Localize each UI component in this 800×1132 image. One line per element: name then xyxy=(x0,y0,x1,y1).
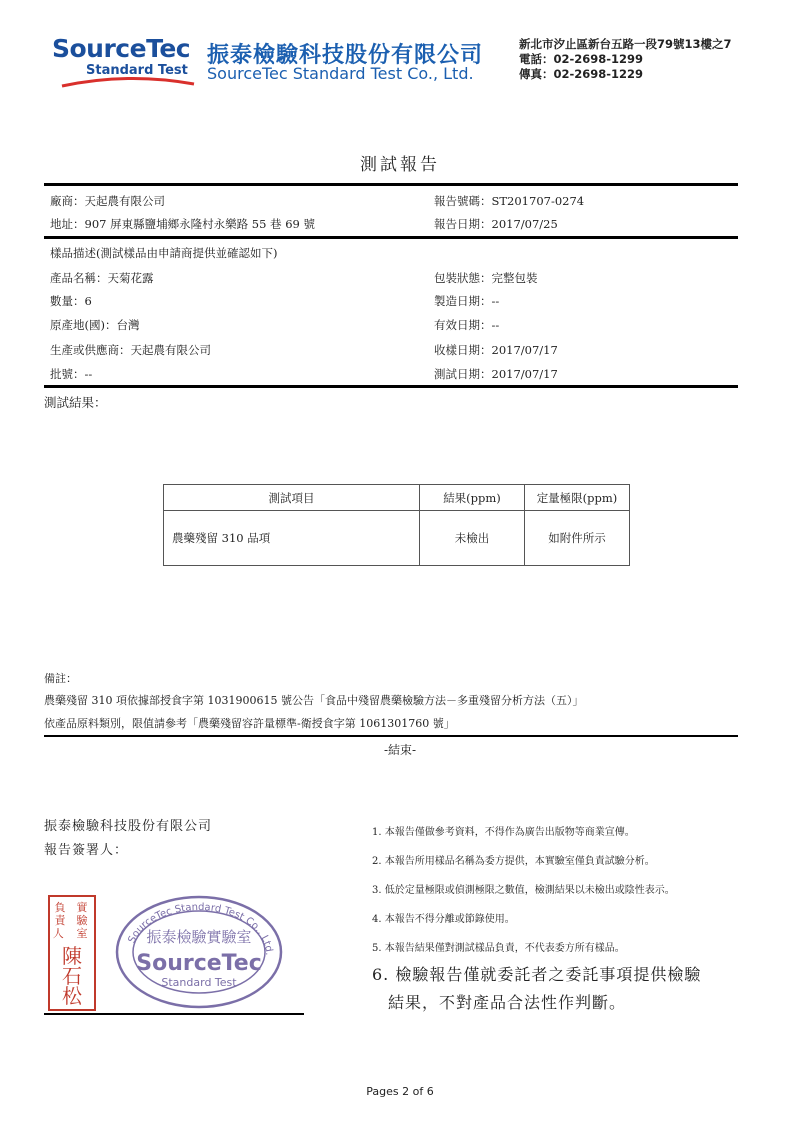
condition-6-line-1: 6. 檢驗報告僅就委託者之委託事項提供檢驗 xyxy=(372,965,702,984)
cell-limit: 如附件所示 xyxy=(525,511,630,566)
svg-text:振泰檢驗實驗室: 振泰檢驗實驗室 xyxy=(146,928,252,946)
logo-sub-text: Standard Test xyxy=(86,63,188,78)
received-date: 收樣日期：2017/07/17 xyxy=(434,343,558,357)
table-header-row xyxy=(164,485,630,511)
manufacture-date: 製造日期：-- xyxy=(434,294,500,308)
divider-thick xyxy=(44,236,738,239)
company-logo xyxy=(52,34,200,90)
col-limit: 定量極限(ppm) xyxy=(525,485,630,511)
condition-1: 1. 本報告僅做參考資料，不得作為廣告出版物等商業宣傳。 xyxy=(372,827,635,838)
company-phone: 電話：02-2698-1299 xyxy=(519,52,644,66)
page-number: Pages 2 of 6 xyxy=(366,1085,434,1098)
company-name-en: SourceTec Standard Test Co., Ltd. xyxy=(207,64,474,83)
signer-label: 報告簽署人： xyxy=(44,843,129,858)
expiry-date: 有效日期：-- xyxy=(434,318,500,332)
seal-graphic xyxy=(50,897,94,1009)
logo-swoosh-icon xyxy=(60,74,196,90)
report-date: 報告日期：2017/07/25 xyxy=(434,217,558,231)
company-address: 新北市汐止區新台五路一段79號13樓之7 xyxy=(519,37,732,51)
company-contact xyxy=(519,37,732,82)
svg-text:負責人 實驗室: 負責人 實驗室 xyxy=(52,901,88,940)
remarks-line-2: 依產品原料類別，限值請參考「農藥殘留容許量標準-衛授食字第 1061301760 號」 xyxy=(44,717,455,730)
manufacturer-address: 地址：907 屏東縣鹽埔鄉永隆村永樂路 55 巷 69 號 xyxy=(50,217,315,231)
svg-text:SourceTec: SourceTec xyxy=(136,951,262,976)
col-test-item: 測試項目 xyxy=(164,485,420,511)
divider-thin xyxy=(44,735,738,737)
condition-6-line-2: 結果，不對產品合法性作判斷。 xyxy=(388,993,627,1012)
company-fax: 傳真：02-2698-1229 xyxy=(519,67,644,81)
cell-result: 未檢出 xyxy=(420,511,525,566)
report-title: 測試報告 xyxy=(360,155,440,175)
condition-4: 4. 本報告不得分離或節錄使用。 xyxy=(372,914,515,925)
remarks-heading: 備註： xyxy=(44,672,77,685)
condition-3: 3. 低於定量極限或偵測極限之數值，檢測結果以未檢出或陰性表示。 xyxy=(372,885,675,896)
cell-test-item: 農藥殘留 310 品項 xyxy=(164,511,420,566)
end-mark: -結束- xyxy=(383,743,417,757)
remarks-line-1: 農藥殘留 310 項依據部授食字第 1031900615 號公告「食品中殘留農藥檢驗方法－多重殘留分析方法（五）」 xyxy=(44,694,584,707)
test-date: 測試日期：2017/07/17 xyxy=(434,367,558,381)
condition-5: 5. 本報告結果僅對測試樣品負責，不代表委方所有樣品。 xyxy=(372,943,625,954)
manufacturer: 廠商：天起農有限公司 xyxy=(50,194,165,208)
quantity: 數量：6 xyxy=(50,294,92,308)
divider-thick xyxy=(44,183,738,186)
results-heading: 測試結果： xyxy=(44,395,107,410)
batch-number: 批號：-- xyxy=(50,367,93,381)
sample-heading: 樣品描述(測試樣品由申請商提供並確認如下) xyxy=(50,246,278,260)
signer-company: 振泰檢驗科技股份有限公司 xyxy=(44,819,213,834)
signature-line xyxy=(44,1013,304,1015)
svg-text:Standard Test: Standard Test xyxy=(161,976,237,989)
signatory-seal xyxy=(48,895,96,1011)
divider-thick xyxy=(44,385,738,388)
supplier: 生產或供應商：天起農有限公司 xyxy=(50,343,211,357)
report-number: 報告號碼：ST201707-0274 xyxy=(434,194,585,208)
results-table xyxy=(163,484,630,566)
laboratory-stamp xyxy=(114,894,284,1010)
svg-text:SourceTec Standard Test Co., L: SourceTec Standard Test Co., Ltd. xyxy=(126,901,275,956)
package-status: 包裝狀態：完整包裝 xyxy=(434,271,538,285)
table-row xyxy=(164,511,630,566)
logo-main-text: SourceTec xyxy=(52,34,191,63)
origin: 原產地(國)：台灣 xyxy=(50,318,140,332)
col-result: 結果(ppm) xyxy=(420,485,525,511)
product-name: 產品名稱：天菊花露 xyxy=(50,271,154,285)
company-name-zh: 振泰檢驗科技股份有限公司 xyxy=(207,43,484,68)
svg-text:陳石松: 陳石松 xyxy=(62,944,82,1008)
condition-2: 2. 本報告所用樣品名稱為委方提供，本實驗室僅負責試驗分析。 xyxy=(372,856,655,867)
